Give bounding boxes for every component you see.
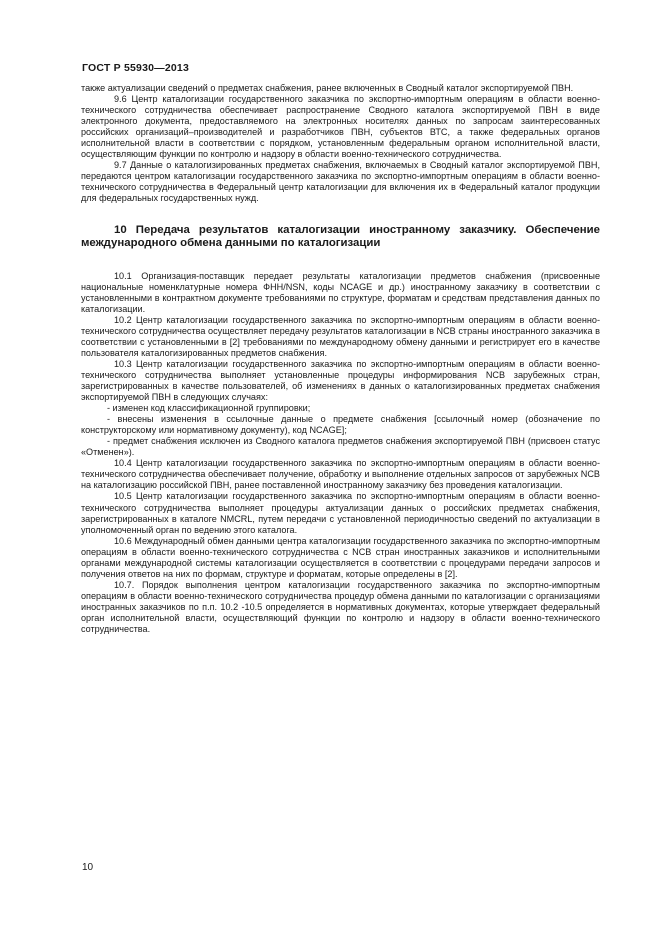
paragraph-10-5: 10.5 Центр каталогизации государственного заказчика по экспортно-импортным операциям в области военно-технического сотрудничества выполняет процедуры актуализации данных о российских предметах снабжения, зарегистрированных в каталоге NMCRL, путем передачи с установленной периодичностью сведений по актуализации в уполномоченный орган по ведению этого каталога. — [81, 491, 600, 535]
list-item: - изменен код классификационной группировки; — [107, 403, 311, 414]
paragraph-continuation: также актуализации сведений о предметах снабжения, ранее включенных в Сводный каталог экспортируемой ПВН. — [81, 83, 574, 93]
paragraph-10-2: 10.2 Центр каталогизации государственного заказчика по экспортно-импортным операциям в области военно-технического сотрудничества осуществляет передачу результатов каталогизации в NCB страны иностранного заказчика в соответствии с установленными в [2] требованиями по международному обмену данными и регистрирует его в качестве пользователя каталогизированных предметов снабжения. — [81, 314, 600, 358]
document-body — [81, 83, 600, 635]
paragraph-10-7: 10.7. Порядок выполнения центром каталогизации государственного заказчика по экспортно-импортным операциям в области военно-технического сотрудничества процедур обмена данными по каталогизации с организациями иностранных заказчиков по п.п. 10.2 -10.5 определяется в нормативных документах, которые утверждает федеральный орган исполнительной власти, осуществляющий функции по контролю и надзору в области военно-технического сотрудничества. — [81, 579, 600, 635]
page-number: 10 — [82, 862, 94, 873]
paragraph-10-4: 10.4 Центр каталогизации государственного заказчика по экспортно-импортным операциям в области военно-технического сотрудничества обеспечивает получение, обработку и выполнение отдельных запросов от зарубежных NCB на каталогизацию российской ПВН, ранее поставленной иностранному заказчику без проведения каталогизации. — [81, 458, 600, 491]
document-code-header: ГОСТ Р 55930—2013 — [82, 62, 190, 74]
paragraph-9-6: 9.6 Центр каталогизации государственного заказчика по экспортно-импортным операциям в области военно-технического сотрудничества обеспечивает распространение Сводного каталога экспортируемой ПВН в виде электронного документа, предоставляемого на электронных носителях данных по запросам заинтересованных российских организаций–производителей и разработчиков ПВН, субъектов ВТС, а также федеральных органов исполнительной власти в соответствии с порядком, установленным федеральным органом исполнительной власти, осуществляющим функции по контролю и надзору в области военно-технического сотрудничества. — [81, 94, 600, 160]
list-item: - предмет снабжения исключен из Сводного каталога предметов снабжения экспортируемой ПВН (присвоен статус «Отменен»). — [81, 436, 600, 458]
paragraph-9-7: 9.7 Данные о каталогизированных предметах снабжения, включаемых в Сводный каталог экспортируемой ПВН, передаются центром каталогизации государственного заказчика по экспортно-импортным операциям в области военно-технического сотрудничества в Федеральный центр каталогизации для включения их в Федеральный каталог продукции для федеральных государственных нужд. — [81, 160, 600, 204]
paragraph-10-1: 10.1 Организация-поставщик передает результаты каталогизации предметов снабжения (присвоенные национальные номенклатурные номера ФНН/NSN, коды NCAGE и др.) иностранному заказчику в соответствии с установленными в контрактном документе требованиями по структуре, форматам и средствам представления данных по каталогизации. — [81, 270, 600, 314]
paragraph-10-3: 10.3 Центр каталогизации государственного заказчика по экспортно-импортным операциям в области военно-технического сотрудничества выполняет установленные процедуры информирования NCB зарубежных стран, зарегистрированных в качестве пользователей, об изменениях в данных о каталогизированных предметах снабжения экспортируемой ПВН в следующих случаях: — [81, 358, 600, 403]
section-10-heading: 10 Передача результатов каталогизации иностранному заказчику. Обеспечение международного обмена данными по каталогизации — [81, 223, 600, 250]
list-item: - внесены изменения в ссылочные данные о предмете снабжения [ссылочный номер (обозначение по конструкторскому или нормативному документу), код NCAGE]; — [81, 414, 600, 436]
paragraph-10-6: 10.6 Международный обмен данными центра каталогизации государственного заказчика по экспортно-импортным операциям в области военно-технического сотрудничества с NCB стран иностранных заказчиков и исполнительными органами международной системы каталогизации осуществляется в соответствии с процедурами передачи запросов и получения ответов на них по формам, структуре и форматам, которые определены в [2]. — [81, 535, 600, 579]
